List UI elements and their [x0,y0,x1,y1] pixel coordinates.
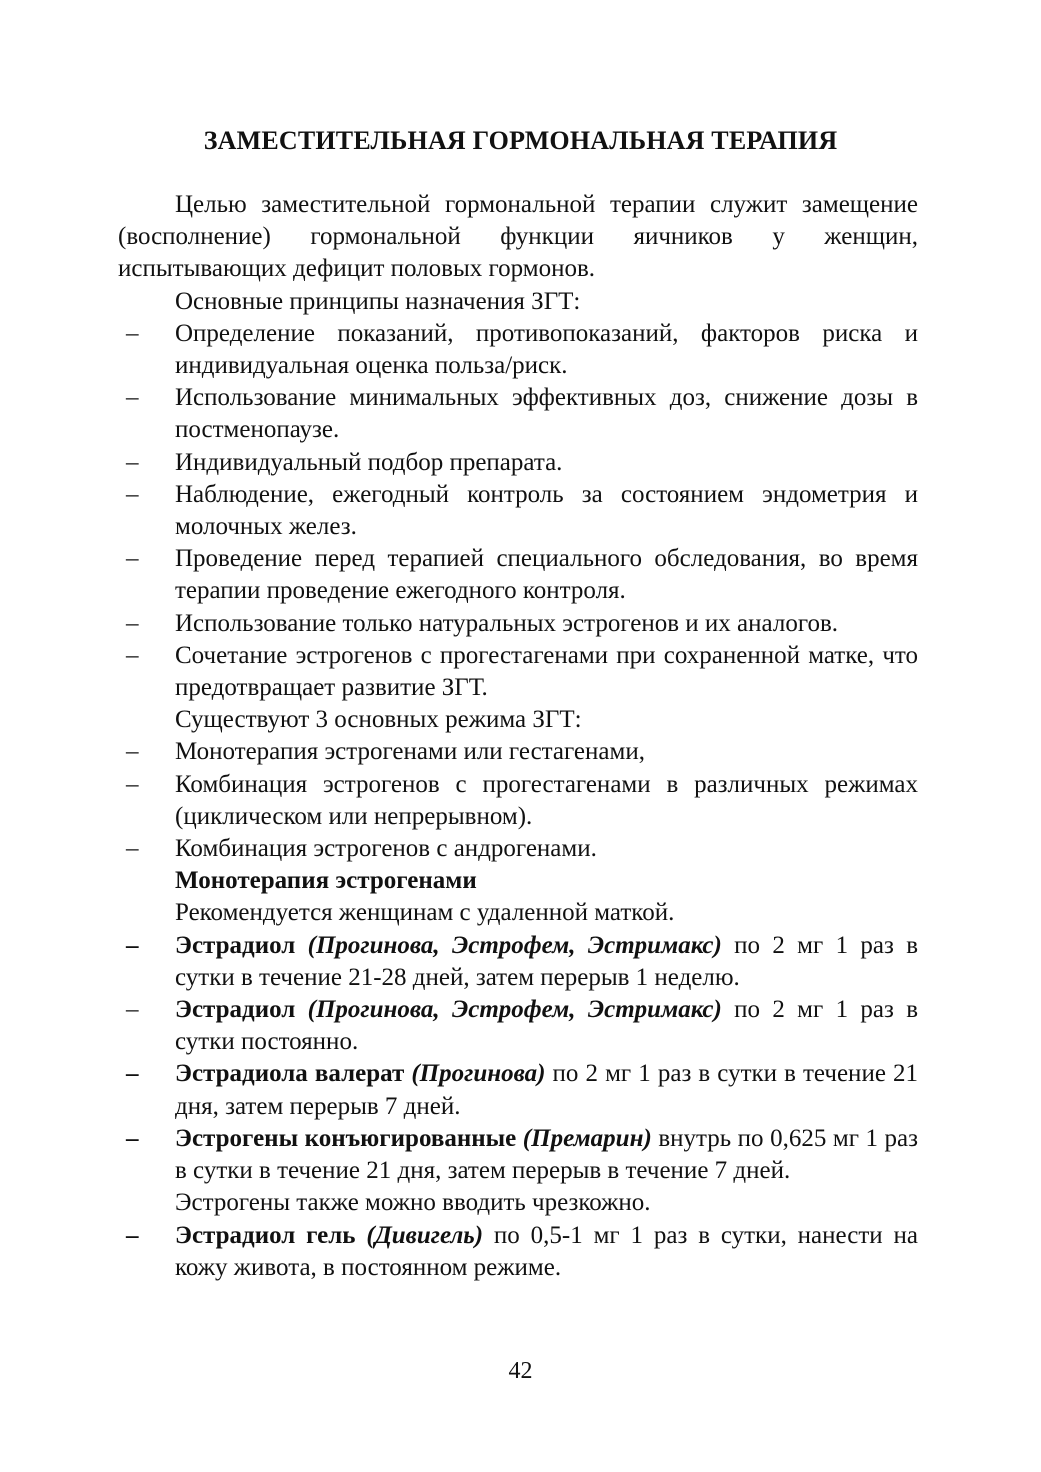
drug-brand: (Прогинова, Эстрофем, Эстримакс) [307,996,722,1024]
drug-dosage: по 2 мг 1 раз в сутки в течение 21-28 дней, затем перерыв 1 неделю. [175,931,918,991]
dash-marker: – [126,545,139,573]
transdermal-note: Эстрогены также можно вводить чрезкожно. [175,1189,651,1217]
dash-marker: – [126,1221,139,1249]
list-item [118,382,918,446]
dash-marker: – [126,448,139,476]
section-intro: Рекомендуется женщинам с удаленной маткой. [175,899,675,927]
list-item [118,640,918,704]
dash-marker: – [126,319,139,347]
list-item-text: Наблюдение, ежегодный контроль за состоянием эндометрия и молочных желез. [175,480,918,541]
drug-item [118,1058,918,1122]
dash-marker: – [126,641,139,669]
principles-heading: Основные принципы назначения ЗГТ: [175,287,581,315]
drug-dosage: внутрь по 0,625 мг 1 раз в сутки в течение 21 дня, затем перерыв в течение 7 дней. [175,1124,918,1185]
dash-marker: – [126,609,139,637]
drug-dosage: по 0,5-1 мг 1 раз в сутки, нанести на кожу живота, в постоянном режиме. [175,1221,918,1281]
list-item [118,608,918,640]
list-item-text: Сочетание эстрогенов с прогестагенами при сохраненной матке, что предотвращает развитие ЗГТ. [175,641,918,702]
drug-brand: (Дивигель) [366,1221,484,1249]
list-item-text: Комбинация эстрогенов с андрогенами. [175,835,597,863]
drug-dosage: по 2 мг 1 раз в сутки в течение 21 дня, затем перерыв 7 дней. [175,1060,919,1120]
drug-brand: (Прогинова) [411,1060,546,1088]
intro-paragraph: Целью заместительной гормональной терапии служит замещение (восполнение) гормональной функции яичников у женщин, испытывающих дефицит половых гормонов. [118,191,918,283]
section-heading: Монотерапия эстрогенами [175,867,477,895]
list-item-text: Монотерапия эстрогенами или гестагенами, [175,738,645,766]
drug-dosage: по 2 мг 1 раз в сутки постоянно. [175,996,918,1056]
dash-marker: – [126,770,139,798]
dash-marker: – [126,931,139,959]
list-item-text: Использование минимальных эффективных доз, снижение дозы в постменопаузе. [175,384,918,444]
dash-marker: – [126,1060,139,1088]
dash-marker: – [126,835,139,863]
drug-name: Эстрогены конъюгированные [175,1124,517,1152]
list-item [118,543,918,607]
drug-item [118,1123,918,1187]
list-item [118,769,918,833]
page-number: 42 [508,1358,533,1384]
drug-brand: (Премарин) [522,1124,652,1152]
drug-item [118,1220,918,1284]
list-item [118,318,918,382]
drug-name: Эстрадиола валерат [175,1060,405,1088]
list-item-text: Комбинация эстрогенов с прогестагенами в различных режимах (циклическом или непрерывном). [175,770,918,830]
list-item [118,736,918,768]
list-item-text: Использование только натуральных эстрогенов и их аналогов. [175,609,839,637]
page-title: ЗАМЕСТИТЕЛЬНАЯ ГОРМОНАЛЬНАЯ ТЕРАПИЯ [203,126,838,155]
list-item-text: Проведение перед терапией специального обследования, во время терапии проведение ежегодного контроля. [175,545,918,605]
list-item [118,479,918,543]
list-item [118,447,918,479]
drug-name: Эстрадиол гель [175,1221,356,1249]
list-item-text: Определение показаний, противопоказаний, факторов риска и индивидуальная оценка польза/риск. [175,319,918,380]
drug-brand: (Прогинова, Эстрофем, Эстримакс) [307,931,722,959]
list-item-text: Индивидуальный подбор препарата. [175,448,563,476]
dash-marker: – [126,384,139,412]
drug-item [118,930,918,994]
dash-marker: – [126,738,139,766]
dash-marker: – [126,996,139,1024]
dash-marker: – [126,480,139,508]
drug-name: Эстрадиол [175,996,296,1024]
modes-heading: Существуют 3 основных режима ЗГТ: [175,706,582,734]
drug-item [118,994,918,1058]
list-item [118,833,918,865]
dash-marker: – [126,1124,139,1152]
page-body [118,189,918,1284]
drug-name: Эстрадиол [175,931,296,959]
